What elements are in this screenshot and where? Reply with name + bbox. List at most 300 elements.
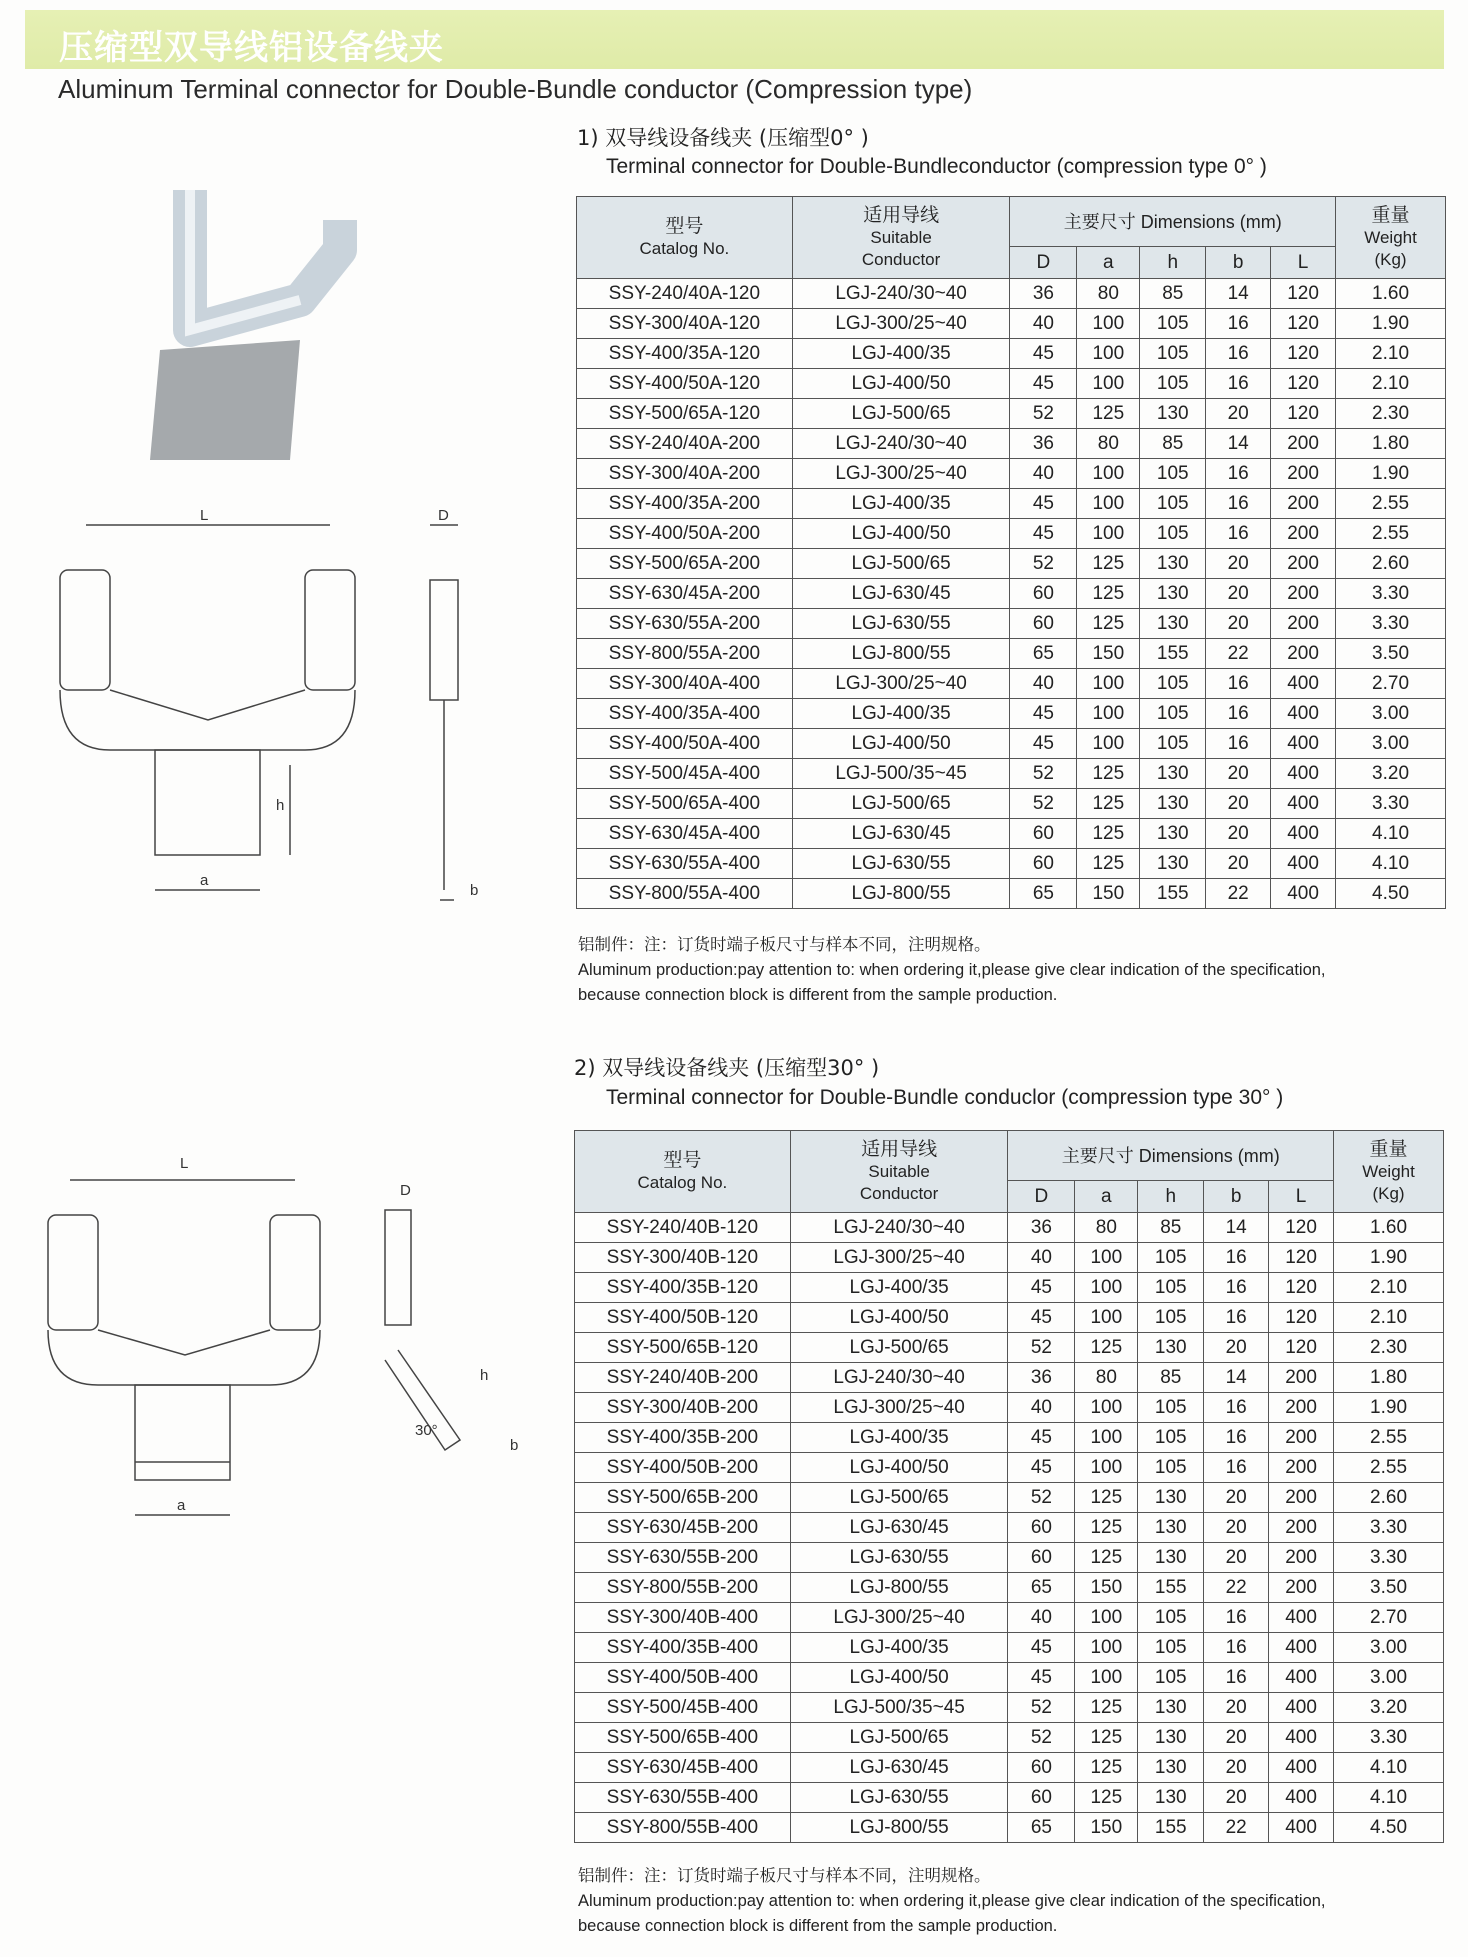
- cell: 22: [1204, 1813, 1269, 1843]
- cell: 155: [1138, 1573, 1204, 1603]
- cell: SSY-300/40A-200: [577, 459, 793, 489]
- cell: 65: [1010, 879, 1077, 909]
- cell: 40: [1010, 459, 1077, 489]
- cell: 200: [1269, 1573, 1334, 1603]
- cell: 100: [1075, 1393, 1138, 1423]
- note-en-2: because connection block is different from the sample production.: [578, 986, 1058, 1004]
- cell: 400: [1271, 759, 1336, 789]
- cell: 125: [1077, 819, 1140, 849]
- cell: 16: [1204, 1303, 1269, 1333]
- cell: 20: [1204, 1513, 1269, 1543]
- dim-label-L: L: [200, 507, 209, 524]
- cell: 130: [1138, 1513, 1204, 1543]
- cell: 130: [1140, 609, 1206, 639]
- cell: 14: [1206, 279, 1271, 309]
- table-row: [577, 879, 1446, 909]
- cell: 400: [1269, 1753, 1334, 1783]
- cell: LGJ-240/30~40: [790, 1363, 1008, 1393]
- table-row: [575, 1483, 1444, 1513]
- cell: 200: [1271, 609, 1336, 639]
- table-row: [575, 1363, 1444, 1393]
- cell: LGJ-500/65: [790, 1483, 1008, 1513]
- cell: LGJ-500/65: [790, 1333, 1008, 1363]
- col-catalog: 型号 Catalog No.: [577, 197, 793, 279]
- table-row: [577, 759, 1446, 789]
- cell: 22: [1206, 879, 1271, 909]
- cell: 20: [1206, 579, 1271, 609]
- cell: 150: [1075, 1813, 1138, 1843]
- cell: LGJ-400/35: [790, 1633, 1008, 1663]
- table-row: [575, 1693, 1444, 1723]
- cell: 16: [1204, 1243, 1269, 1273]
- section2-subheading: Terminal connector for Double-Bundle conduclor (compression type 30° ): [606, 1086, 1284, 1109]
- cell: LGJ-400/50: [792, 519, 1010, 549]
- cell: 20: [1206, 549, 1271, 579]
- col-L: L: [1271, 247, 1336, 279]
- cell: 100: [1077, 489, 1140, 519]
- cell: SSY-400/50A-200: [577, 519, 793, 549]
- cell: 14: [1204, 1363, 1269, 1393]
- dim-label-h: h: [276, 797, 285, 814]
- cell: SSY-300/40B-120: [575, 1243, 791, 1273]
- cell: 65: [1010, 639, 1077, 669]
- cell: LGJ-400/35: [792, 489, 1010, 519]
- table-row: [577, 549, 1446, 579]
- cell: 400: [1269, 1813, 1334, 1843]
- drawing-type-0: [50, 500, 500, 920]
- cell: 16: [1206, 729, 1271, 759]
- note-en-1: Aluminum production:pay attention to: when ordering it,please give clear indication of the specification,: [578, 1892, 1326, 1910]
- cell: SSY-300/40A-120: [577, 309, 793, 339]
- cell: 85: [1140, 279, 1206, 309]
- dim-label-h2: h: [480, 1367, 489, 1384]
- cell: 52: [1008, 1693, 1075, 1723]
- cell: 3.50: [1334, 1573, 1444, 1603]
- cell: 16: [1206, 309, 1271, 339]
- table-row: [577, 579, 1446, 609]
- cell: LGJ-500/65: [792, 549, 1010, 579]
- cell: SSY-500/45A-400: [577, 759, 793, 789]
- cell: 200: [1271, 579, 1336, 609]
- cell: 125: [1075, 1513, 1138, 1543]
- header-row: [575, 1131, 1444, 1181]
- cell: 16: [1204, 1633, 1269, 1663]
- cell: 22: [1206, 639, 1271, 669]
- cell: 20: [1204, 1753, 1269, 1783]
- table-row: [577, 639, 1446, 669]
- cell: 105: [1138, 1423, 1204, 1453]
- cell: SSY-300/40B-400: [575, 1603, 791, 1633]
- cell: 400: [1269, 1603, 1334, 1633]
- cell: 1.60: [1334, 1213, 1444, 1243]
- cell: 155: [1138, 1813, 1204, 1843]
- cell: 20: [1204, 1723, 1269, 1753]
- cell: 16: [1204, 1453, 1269, 1483]
- cell: LGJ-240/30~40: [790, 1213, 1008, 1243]
- col-a: a: [1077, 247, 1140, 279]
- cell: 2.55: [1336, 489, 1446, 519]
- cell: SSY-400/35B-400: [575, 1633, 791, 1663]
- cell: 52: [1010, 399, 1077, 429]
- cell: 16: [1206, 669, 1271, 699]
- cell: 16: [1206, 339, 1271, 369]
- cell: 125: [1077, 759, 1140, 789]
- cell: SSY-300/40B-200: [575, 1393, 791, 1423]
- cell: 100: [1077, 339, 1140, 369]
- cell: 16: [1206, 519, 1271, 549]
- cell: 155: [1140, 879, 1206, 909]
- cell: 130: [1138, 1333, 1204, 1363]
- cell: 130: [1138, 1723, 1204, 1753]
- cell: LGJ-500/65: [790, 1723, 1008, 1753]
- cell: LGJ-300/25~40: [790, 1243, 1008, 1273]
- table-row: [577, 489, 1446, 519]
- cell: 3.20: [1336, 759, 1446, 789]
- cell: 16: [1206, 459, 1271, 489]
- cell: SSY-400/50B-200: [575, 1453, 791, 1483]
- cell: LGJ-300/25~40: [792, 669, 1010, 699]
- cell: 400: [1269, 1693, 1334, 1723]
- cell: SSY-240/40B-200: [575, 1363, 791, 1393]
- cell: 100: [1077, 729, 1140, 759]
- cell: 105: [1138, 1663, 1204, 1693]
- cell: SSY-400/50B-400: [575, 1663, 791, 1693]
- dim-label-a2: a: [177, 1497, 186, 1514]
- table-row: [575, 1453, 1444, 1483]
- cell: 125: [1077, 789, 1140, 819]
- table-row: [575, 1603, 1444, 1633]
- cell: 200: [1271, 639, 1336, 669]
- cell: 125: [1077, 609, 1140, 639]
- table-row: [575, 1573, 1444, 1603]
- table-row: [577, 399, 1446, 429]
- cell: 200: [1269, 1543, 1334, 1573]
- cell: 60: [1010, 849, 1077, 879]
- cell: 60: [1010, 579, 1077, 609]
- cell: 16: [1204, 1603, 1269, 1633]
- cell: 105: [1138, 1303, 1204, 1333]
- cell: 100: [1075, 1303, 1138, 1333]
- col-conductor: 适用导线 Suitable Conductor: [792, 197, 1010, 279]
- cell: 400: [1271, 849, 1336, 879]
- cell: 4.10: [1336, 849, 1446, 879]
- table-row: [577, 849, 1446, 879]
- cell: SSY-630/45B-200: [575, 1513, 791, 1543]
- cell: 400: [1271, 879, 1336, 909]
- cell: 1.90: [1334, 1243, 1444, 1273]
- cell: SSY-630/55A-200: [577, 609, 793, 639]
- cell: 45: [1008, 1453, 1075, 1483]
- cell: 130: [1138, 1753, 1204, 1783]
- cell: LGJ-500/35~45: [790, 1693, 1008, 1723]
- page-title-en: Aluminum Terminal connector for Double-Bundle conductor (Compression type): [58, 74, 973, 104]
- cell: 22: [1204, 1573, 1269, 1603]
- cell: 100: [1075, 1423, 1138, 1453]
- cell: 2.55: [1334, 1423, 1444, 1453]
- cell: 105: [1138, 1243, 1204, 1273]
- col-catalog: 型号 Catalog No.: [575, 1131, 791, 1213]
- cell: 85: [1140, 429, 1206, 459]
- cell: 60: [1010, 819, 1077, 849]
- cell: 40: [1010, 669, 1077, 699]
- col-b: b: [1206, 247, 1271, 279]
- cell: 105: [1140, 519, 1206, 549]
- cell: 105: [1140, 339, 1206, 369]
- cell: 3.20: [1334, 1693, 1444, 1723]
- cell: SSY-400/35B-120: [575, 1273, 791, 1303]
- table-row: [575, 1423, 1444, 1453]
- note-en-2: because connection block is different from the sample production.: [578, 1917, 1058, 1935]
- title-band: [25, 10, 1444, 69]
- col-h: h: [1138, 1181, 1204, 1213]
- cell: 100: [1075, 1453, 1138, 1483]
- cell: LGJ-400/50: [792, 729, 1010, 759]
- cell: 120: [1271, 339, 1336, 369]
- cell: 65: [1008, 1573, 1075, 1603]
- cell: 36: [1008, 1213, 1075, 1243]
- section1-heading: 1) 双导线设备线夹 (压缩型0° ): [577, 126, 869, 150]
- cell: 40: [1010, 309, 1077, 339]
- cell: 200: [1271, 489, 1336, 519]
- cell: LGJ-630/45: [790, 1753, 1008, 1783]
- cell: 52: [1008, 1723, 1075, 1753]
- cell: 2.30: [1336, 399, 1446, 429]
- cell: 85: [1138, 1363, 1204, 1393]
- cell: 45: [1008, 1423, 1075, 1453]
- cell: 130: [1140, 579, 1206, 609]
- cell: 4.50: [1334, 1813, 1444, 1843]
- col-b: b: [1204, 1181, 1269, 1213]
- cell: 45: [1008, 1303, 1075, 1333]
- cell: LGJ-240/30~40: [792, 429, 1010, 459]
- cell: 14: [1206, 429, 1271, 459]
- cell: 1.80: [1334, 1363, 1444, 1393]
- cell: 45: [1010, 339, 1077, 369]
- cell: SSY-630/55B-200: [575, 1543, 791, 1573]
- cell: LGJ-400/50: [790, 1663, 1008, 1693]
- cell: 45: [1010, 729, 1077, 759]
- col-conductor: 适用导线 Suitable Conductor: [790, 1131, 1008, 1213]
- cell: LGJ-400/35: [792, 339, 1010, 369]
- cell: 120: [1269, 1243, 1334, 1273]
- cell: 80: [1077, 429, 1140, 459]
- col-h: h: [1140, 247, 1206, 279]
- cell: 1.90: [1334, 1393, 1444, 1423]
- drawing-type-30: [40, 1150, 540, 1530]
- cell: 4.10: [1336, 819, 1446, 849]
- cell: LGJ-630/55: [792, 849, 1010, 879]
- cell: 130: [1138, 1483, 1204, 1513]
- cell: 130: [1140, 849, 1206, 879]
- section1-subheading: Terminal connector for Double-Bundleconductor (compression type 0° ): [606, 155, 1267, 178]
- cell: 120: [1271, 309, 1336, 339]
- table-row: [575, 1663, 1444, 1693]
- table-row: [575, 1543, 1444, 1573]
- cell: 105: [1140, 459, 1206, 489]
- cell: 130: [1140, 759, 1206, 789]
- cell: 130: [1140, 399, 1206, 429]
- cell: 80: [1075, 1213, 1138, 1243]
- cell: 400: [1269, 1783, 1334, 1813]
- cell: 20: [1206, 819, 1271, 849]
- cell: 105: [1140, 699, 1206, 729]
- cell: 105: [1138, 1603, 1204, 1633]
- cell: 105: [1138, 1633, 1204, 1663]
- cell: LGJ-240/30~40: [792, 279, 1010, 309]
- cell: LGJ-630/45: [790, 1513, 1008, 1543]
- cell: 105: [1140, 369, 1206, 399]
- cell: LGJ-630/55: [792, 609, 1010, 639]
- cell: LGJ-500/65: [792, 789, 1010, 819]
- cell: 130: [1138, 1783, 1204, 1813]
- table-row: [577, 429, 1446, 459]
- cell: 400: [1271, 699, 1336, 729]
- col-L: L: [1269, 1181, 1334, 1213]
- cell: SSY-500/65B-400: [575, 1723, 791, 1753]
- cell: SSY-400/35A-400: [577, 699, 793, 729]
- cell: 1.90: [1336, 459, 1446, 489]
- cell: 100: [1075, 1273, 1138, 1303]
- cell: 130: [1140, 789, 1206, 819]
- cell: 45: [1008, 1633, 1075, 1663]
- table-row: [575, 1303, 1444, 1333]
- cell: SSY-400/35B-200: [575, 1423, 791, 1453]
- cell: 3.30: [1336, 609, 1446, 639]
- table-row: [577, 699, 1446, 729]
- table-row: [577, 789, 1446, 819]
- cell: 20: [1206, 849, 1271, 879]
- table-row: [575, 1243, 1444, 1273]
- cell: SSY-400/50A-400: [577, 729, 793, 759]
- cell: LGJ-400/35: [790, 1423, 1008, 1453]
- cell: LGJ-400/35: [790, 1273, 1008, 1303]
- cell: 16: [1206, 369, 1271, 399]
- cell: 200: [1271, 519, 1336, 549]
- section2-heading: 2) 双导线设备线夹 (压缩型30° ): [574, 1056, 880, 1080]
- cell: 80: [1077, 279, 1140, 309]
- cell: 100: [1077, 459, 1140, 489]
- cell: 105: [1138, 1273, 1204, 1303]
- cell: 20: [1204, 1693, 1269, 1723]
- cell: 120: [1269, 1333, 1334, 1363]
- table-row: [577, 339, 1446, 369]
- cell: 65: [1008, 1813, 1075, 1843]
- cell: 2.55: [1334, 1453, 1444, 1483]
- cell: LGJ-400/50: [790, 1303, 1008, 1333]
- cell: 100: [1075, 1663, 1138, 1693]
- cell: 120: [1271, 369, 1336, 399]
- cell: LGJ-630/55: [790, 1543, 1008, 1573]
- cell: 1.80: [1336, 429, 1446, 459]
- cell: 130: [1138, 1543, 1204, 1573]
- cell: 20: [1206, 759, 1271, 789]
- cell: 125: [1075, 1333, 1138, 1363]
- cell: 125: [1077, 399, 1140, 429]
- cell: 20: [1204, 1543, 1269, 1573]
- cell: 400: [1271, 789, 1336, 819]
- cell: 45: [1008, 1663, 1075, 1693]
- table-row: [575, 1723, 1444, 1753]
- cell: 2.55: [1336, 519, 1446, 549]
- cell: 3.30: [1336, 789, 1446, 819]
- dim-label-b: b: [470, 882, 479, 899]
- cell: LGJ-800/55: [790, 1573, 1008, 1603]
- note-en-1: Aluminum production:pay attention to: when ordering it,please give clear indication of the specification,: [578, 961, 1326, 979]
- table-row: [575, 1273, 1444, 1303]
- cell: 200: [1271, 429, 1336, 459]
- cell: 60: [1010, 609, 1077, 639]
- cell: 80: [1075, 1363, 1138, 1393]
- cell: SSY-800/55A-200: [577, 639, 793, 669]
- cell: 100: [1077, 369, 1140, 399]
- col-a: a: [1075, 1181, 1138, 1213]
- cell: 105: [1140, 669, 1206, 699]
- cell: 400: [1269, 1663, 1334, 1693]
- cell: 2.10: [1334, 1273, 1444, 1303]
- cell: LGJ-400/35: [792, 699, 1010, 729]
- cell: 3.00: [1334, 1633, 1444, 1663]
- cell: SSY-500/65B-200: [575, 1483, 791, 1513]
- cell: 200: [1271, 459, 1336, 489]
- cell: LGJ-300/25~40: [790, 1603, 1008, 1633]
- cell: 52: [1010, 549, 1077, 579]
- dim-label-a: a: [200, 872, 209, 889]
- cell: LGJ-500/35~45: [792, 759, 1010, 789]
- cell: 400: [1271, 729, 1336, 759]
- cell: 105: [1140, 309, 1206, 339]
- table-row: [577, 729, 1446, 759]
- cell: SSY-630/45A-400: [577, 819, 793, 849]
- dim-label-L2: L: [180, 1155, 189, 1172]
- cell: LGJ-800/55: [792, 879, 1010, 909]
- cell: 2.60: [1336, 549, 1446, 579]
- cell: 20: [1204, 1783, 1269, 1813]
- cell: SSY-500/65A-200: [577, 549, 793, 579]
- cell: 16: [1204, 1423, 1269, 1453]
- cell: 3.00: [1334, 1663, 1444, 1693]
- cell: 130: [1140, 819, 1206, 849]
- cell: SSY-630/45B-400: [575, 1753, 791, 1783]
- cell: SSY-240/40A-120: [577, 279, 793, 309]
- cell: 1.90: [1336, 309, 1446, 339]
- header-row: [577, 197, 1446, 247]
- cell: 14: [1204, 1213, 1269, 1243]
- cell: 200: [1269, 1483, 1334, 1513]
- table-row: [577, 309, 1446, 339]
- cell: 125: [1077, 579, 1140, 609]
- cell: SSY-400/35A-200: [577, 489, 793, 519]
- cell: SSY-240/40B-120: [575, 1213, 791, 1243]
- cell: 105: [1138, 1453, 1204, 1483]
- cell: 150: [1077, 639, 1140, 669]
- table-row: [577, 279, 1446, 309]
- table-row: [575, 1393, 1444, 1423]
- cell: 155: [1140, 639, 1206, 669]
- cell: 400: [1271, 819, 1336, 849]
- cell: 3.30: [1334, 1513, 1444, 1543]
- cell: SSY-630/55B-400: [575, 1783, 791, 1813]
- col-dimensions: 主要尺寸 Dimensions (mm): [1010, 197, 1336, 247]
- cell: 3.30: [1334, 1723, 1444, 1753]
- cell: 130: [1140, 549, 1206, 579]
- cell: 20: [1204, 1333, 1269, 1363]
- table-row: [577, 609, 1446, 639]
- cell: 45: [1010, 519, 1077, 549]
- cell: 52: [1008, 1483, 1075, 1513]
- cell: 36: [1010, 279, 1077, 309]
- col-D: D: [1010, 247, 1077, 279]
- cell: 20: [1206, 609, 1271, 639]
